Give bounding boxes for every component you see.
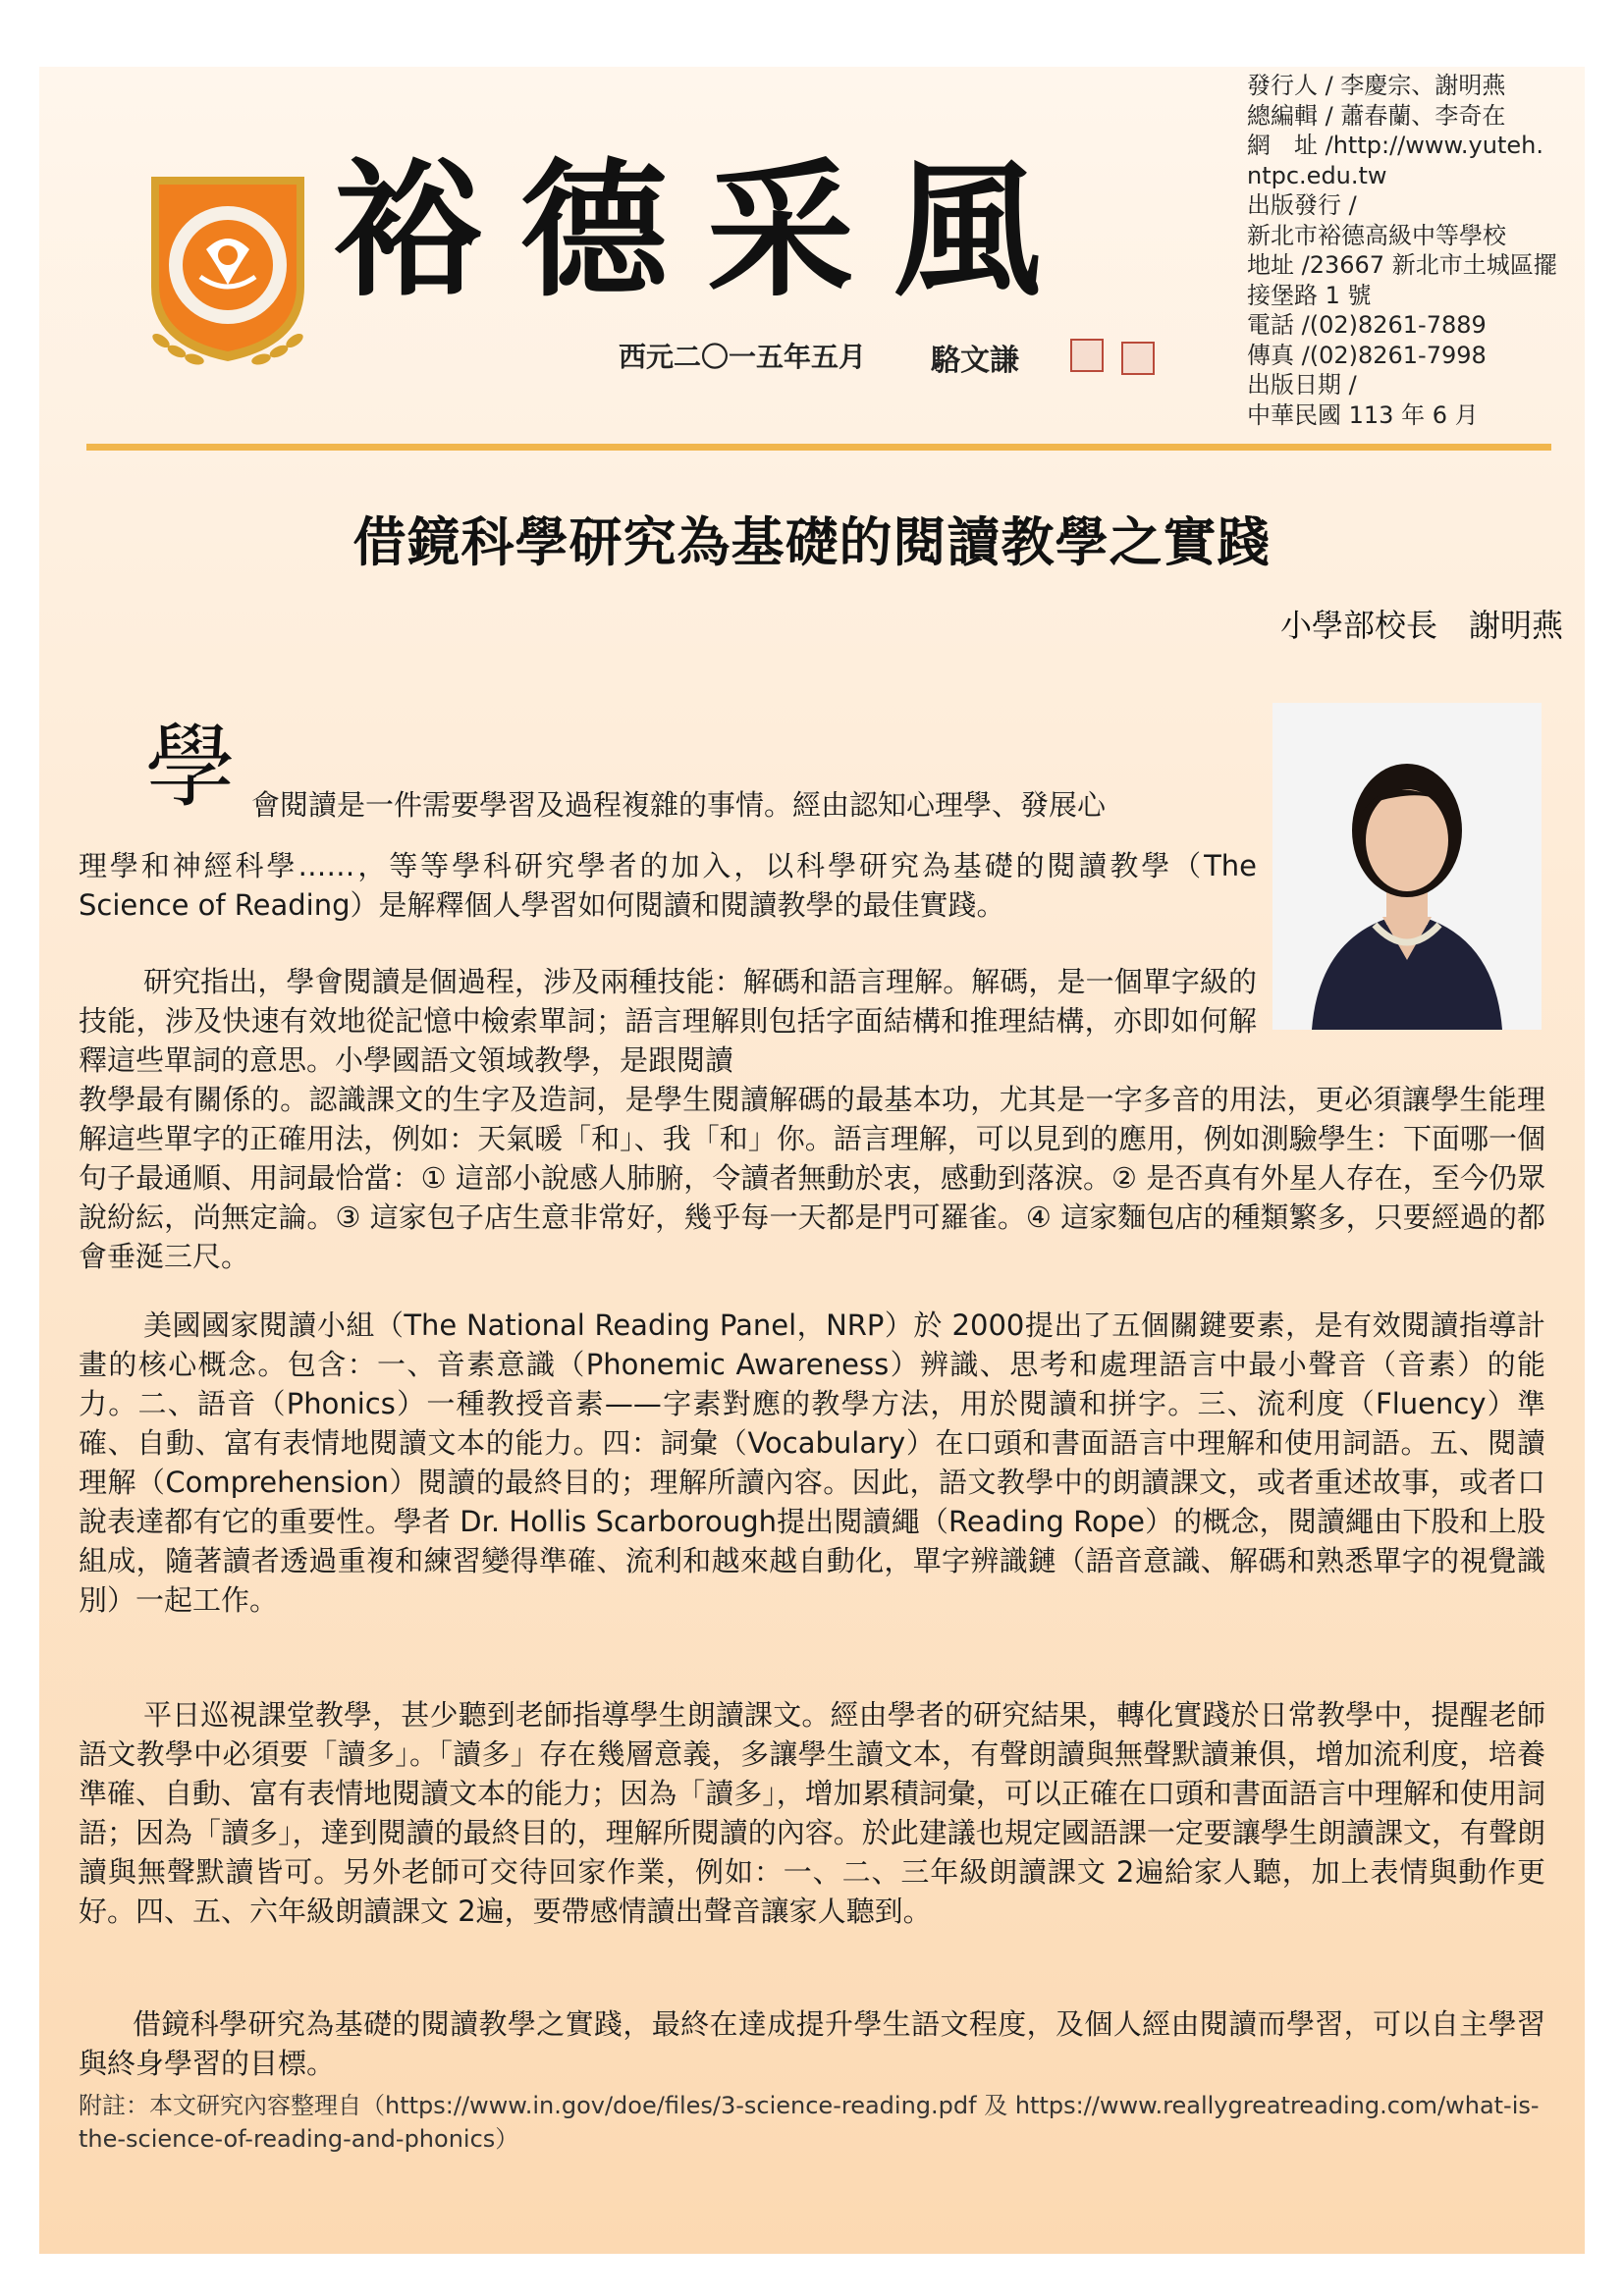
info-line: 出版發行 / bbox=[1247, 191, 1357, 219]
info-line: 發行人 / 李慶宗、謝明燕 bbox=[1247, 72, 1506, 99]
seal-stamp-icon bbox=[1070, 339, 1104, 372]
paragraph-5: 借鏡科學研究為基礎的閱讀教學之實踐，最終在達成提升學生語文程度，及個人經由閱讀而學習，可以自主學習與終身學習的目標。 bbox=[79, 2007, 1545, 2080]
info-line: 中華民國 113 年 6 月 bbox=[1247, 400, 1479, 429]
info-line: 傳真 /(02)8261-7998 bbox=[1247, 341, 1487, 369]
masthead bbox=[334, 137, 1198, 324]
school-emblem-logo bbox=[132, 159, 324, 375]
info-line: 接堡路 1 號 bbox=[1247, 281, 1372, 309]
drop-cap: 學 bbox=[145, 715, 237, 820]
info-line: 電話 /(02)8261-7889 bbox=[1247, 311, 1487, 339]
paragraph-3: 美國國家閱讀小組（The National Reading Panel，NRP）於 2000提出了五個關鍵要素，是有效閱讀指導計畫的核心概念。包含：一、音素意識（Phonemic Awareness）辨識、思考和處理語言中最小聲音（音素）的能力。二、語音（Phonics）一種教授音素——字素對應的教學方法，用於閱讀和拼字。三、流利度（Fluency）準確、自動、富有表情地閱讀文本的能力。四：詞彙（Vocabulary）在口頭和書面語言中理解和使用詞語。五、閱讀理解（Comprehension）閱讀的最終目的；理解所讀內容。因此，語文教學中的朗讀課文，或者重述故事，或者口說表達都有它的重要性。學者 Dr. Hollis Scarborough提出閱讀繩（Reading Rope）的概念，閱讀繩由下股和上股組成，隨著讀者透過重複和練習變得準確、流利和越來越自動化，單字辨識鏈（語音意識、解碼和熟悉單字的視覺識別）一起工作。 bbox=[79, 1308, 1545, 1617]
info-line: 總編輯 / 蕭春蘭、李奇在 bbox=[1247, 101, 1506, 130]
masthead-signature: 駱文謙 bbox=[931, 344, 1019, 378]
publisher-info bbox=[1247, 71, 1591, 430]
paragraph-2-wrapped: 研究指出，學會閱讀是個過程，涉及兩種技能：解碼和語言理解。解碼，是一個單字級的技能，涉及快速有效地從記憶中檢索單詞；語言理解則包括字面結構和推理結構，亦即如何解釋這些單詞的意思。小學國語文領域教學，是跟閱讀 bbox=[79, 965, 1257, 1077]
info-line: 地址 /23667 新北市土城區擺 bbox=[1247, 251, 1557, 279]
info-line: ntpc.edu.tw bbox=[1247, 161, 1387, 189]
info-line: 新北市裕德高級中等學校 bbox=[1247, 221, 1506, 249]
info-line: 網 址 /http://www.yuteh. bbox=[1247, 132, 1543, 159]
info-line: 出版日期 / bbox=[1247, 371, 1357, 399]
paragraph-4: 平日巡視課堂教學，甚少聽到老師指導學生朗讀課文。經由學者的研究結果，轉化實踐於日常教學中，提醒老師語文教學中必須要「讀多」。「讀多」存在幾層意義，多讓學生讀文本，有聲朗讀與無聲默讀兼俱，增加流利度，培養準確、自動、富有表情地閱讀文本的能力；因為「讀多」，增加累積詞彙，可以正確在口頭和書面語言中理解和使用詞語；因為「讀多」，達到閱讀的最終目的，理解所閱讀的內容。於此建議也規定國語課一定要讓學生朗讀課文，有聲朗讀與無聲默讀皆可。另外老師可交待回家作業，例如：一、二、三年級朗讀課文 2遍給家人聽，加上表情與動作更好。四、五、六年級朗讀課文 2遍，要帶感情讀出聲音讓家人聽到。 bbox=[79, 1698, 1545, 1928]
masthead-title: 裕德采風 bbox=[334, 144, 1081, 317]
article-title: 借鏡科學研究為基礎的閱讀教學之實踐 bbox=[352, 511, 1272, 573]
masthead-date: 西元二〇一五年五月 bbox=[619, 341, 867, 373]
article-byline: 小學部校長 謝明燕 bbox=[1279, 607, 1563, 644]
paragraph-2: 教學最有關係的。認識課文的生字及造詞，是學生閱讀解碼的最基本功，尤其是一字多音的用法，更必須讓學生能理解這些單字的正確用法，例如：天氣暖「和」、我「和」你。語言理解，可以見到的應用，例如測驗學生：下面哪一個句子最通順、用詞最恰當：① 這部小說感人肺腑，令讀者無動於衷，感動到落淚。② 是否真有外星人存在，至今仍眾說紛紜，尚無定論。③ 這家包子店生意非常好，幾乎每一天都是門可羅雀。④ 這家麵包店的種類繁多，只要經過的都會垂涎三尺。 bbox=[79, 1083, 1545, 1273]
paragraph-1: 理學和神經科學……，等等學科研究學者的加入，以科學研究為基礎的閱讀教學（The Science of Reading）是解釋個人學習如何閱讀和閱讀教學的最佳實踐。 bbox=[79, 849, 1258, 922]
header-divider bbox=[86, 444, 1551, 451]
footnote: 附註：本文研究內容整理自（https://www.in.gov/doe/files/3-science-reading.pdf 及 https://www.reallygreatreading.com/what-is-the-science-of-reading-and-phonics） bbox=[79, 2092, 1540, 2153]
paragraph-1-first-line: 會閱讀是一件需要學習及過程複雜的事情。經由認知心理學、發展心 bbox=[251, 788, 1107, 822]
author-photo bbox=[1272, 703, 1542, 1030]
seal-stamp-icon bbox=[1121, 342, 1155, 375]
